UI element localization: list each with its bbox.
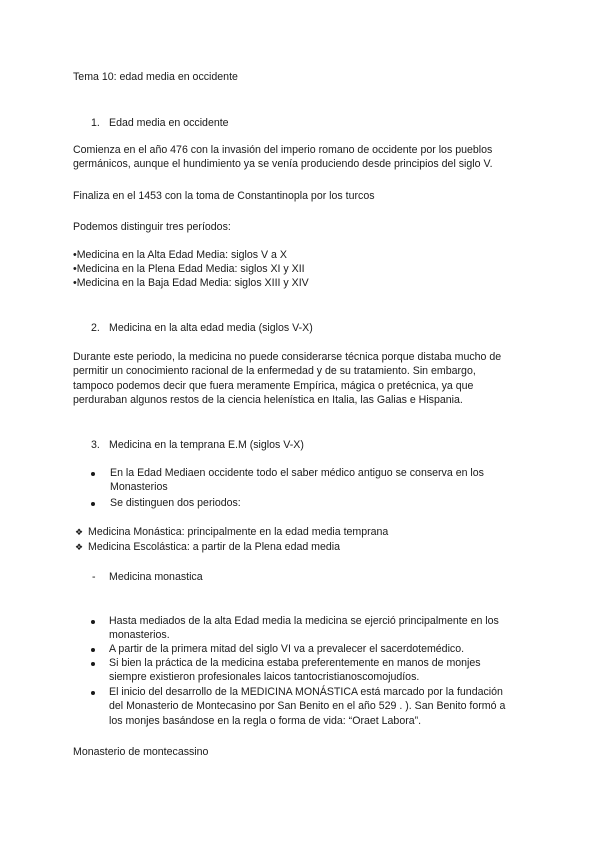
- bullet-line: Si bien la práctica de la medicina estaba preferentemente en manos de monjes: [109, 657, 481, 669]
- section-heading: Medicina en la alta edad media (siglos V-X): [109, 322, 313, 334]
- bullet-icon: [91, 620, 95, 624]
- bullet-line: del Monasterio de Montecasino por San Benito en el año 529 . ). San Benito formó a: [109, 700, 506, 712]
- bullet-icon: [91, 662, 95, 666]
- section-number: 1.: [91, 117, 100, 129]
- diamond-bullet-icon: ❖: [75, 527, 84, 537]
- diamond-item: Medicina Escolástica: a partir de la Plena edad media: [88, 541, 341, 553]
- diamond-bullet-icon: ❖: [75, 542, 84, 552]
- section-heading: Edad media en occidente: [109, 117, 229, 129]
- bullet-line: Hasta mediados de la alta Edad media la medicina se ejerció principalmente en los: [109, 615, 499, 627]
- bullet-icon: [91, 691, 95, 695]
- dash-bullet: -: [92, 571, 96, 583]
- paragraph-line: tampoco podemos decir que fuera meramente Empírica, mágica o pretécnica, ya que: [73, 380, 474, 392]
- paragraph-text: Podemos distinguir tres períodos:: [73, 221, 231, 233]
- bullet-line: Monasterios: [110, 481, 168, 493]
- bullet-line: siempre existieron profesionales laicos tantocristianoscomojudíos.: [109, 671, 420, 683]
- bullet-line: En la Edad Mediaen occidente todo el saber médico antiguo se conserva en los: [110, 467, 484, 479]
- paragraph-line: perduraban algunos restos de la ciencia helenística en Italia, las Galias e Hispania.: [73, 394, 463, 406]
- paragraph-text: Finaliza en el 1453 con la toma de Constantinopla por los turcos: [73, 190, 375, 202]
- section-number: 2.: [91, 322, 100, 334]
- period-item: •Medicina en la Alta Edad Media: siglos V a X: [73, 249, 287, 261]
- bullet-line: Se distinguen dos periodos:: [110, 497, 241, 509]
- bullet-icon: [91, 472, 95, 476]
- period-item: •Medicina en la Baja Edad Media: siglos XIII y XIV: [73, 277, 309, 289]
- paragraph-line: permitir un conocimiento racional de la enfermedad y de su tratamiento. Sin embargo,: [73, 365, 476, 377]
- document-title: Tema 10: edad media en occidente: [73, 71, 238, 83]
- period-item: •Medicina en la Plena Edad Media: siglos XI y XII: [73, 263, 305, 275]
- subheading: Medicina monastica: [109, 571, 203, 583]
- bullet-icon: [91, 648, 95, 652]
- bullet-line: El inicio del desarrollo de la MEDICINA MONÁSTICA está marcado por la fundación: [109, 686, 503, 698]
- section-heading: Medicina en la temprana E.M (siglos V-X): [109, 439, 304, 451]
- bullet-line: A partir de la primera mitad del siglo VI va a prevalecer el sacerdotemédico.: [109, 643, 465, 655]
- section-number: 3.: [91, 439, 100, 451]
- paragraph-line: Comienza en el año 476 con la invasión del imperio romano de occidente por los pueblos: [73, 144, 493, 156]
- diamond-item: Medicina Monástica: principalmente en la edad media temprana: [88, 526, 389, 538]
- bullet-line: los monjes basándose en la regla o forma de vida: “Oraet Labora”.: [109, 715, 422, 727]
- bullet-line: monasterios.: [109, 629, 170, 641]
- closing-heading: Monasterio de montecassino: [73, 746, 209, 758]
- paragraph-line: Durante este periodo, la medicina no puede considerarse técnica porque distaba mucho de: [73, 351, 502, 363]
- bullet-icon: [91, 502, 95, 506]
- paragraph-line: germánicos, aunque el hundimiento ya se venía produciendo desde principios del siglo V.: [73, 158, 493, 170]
